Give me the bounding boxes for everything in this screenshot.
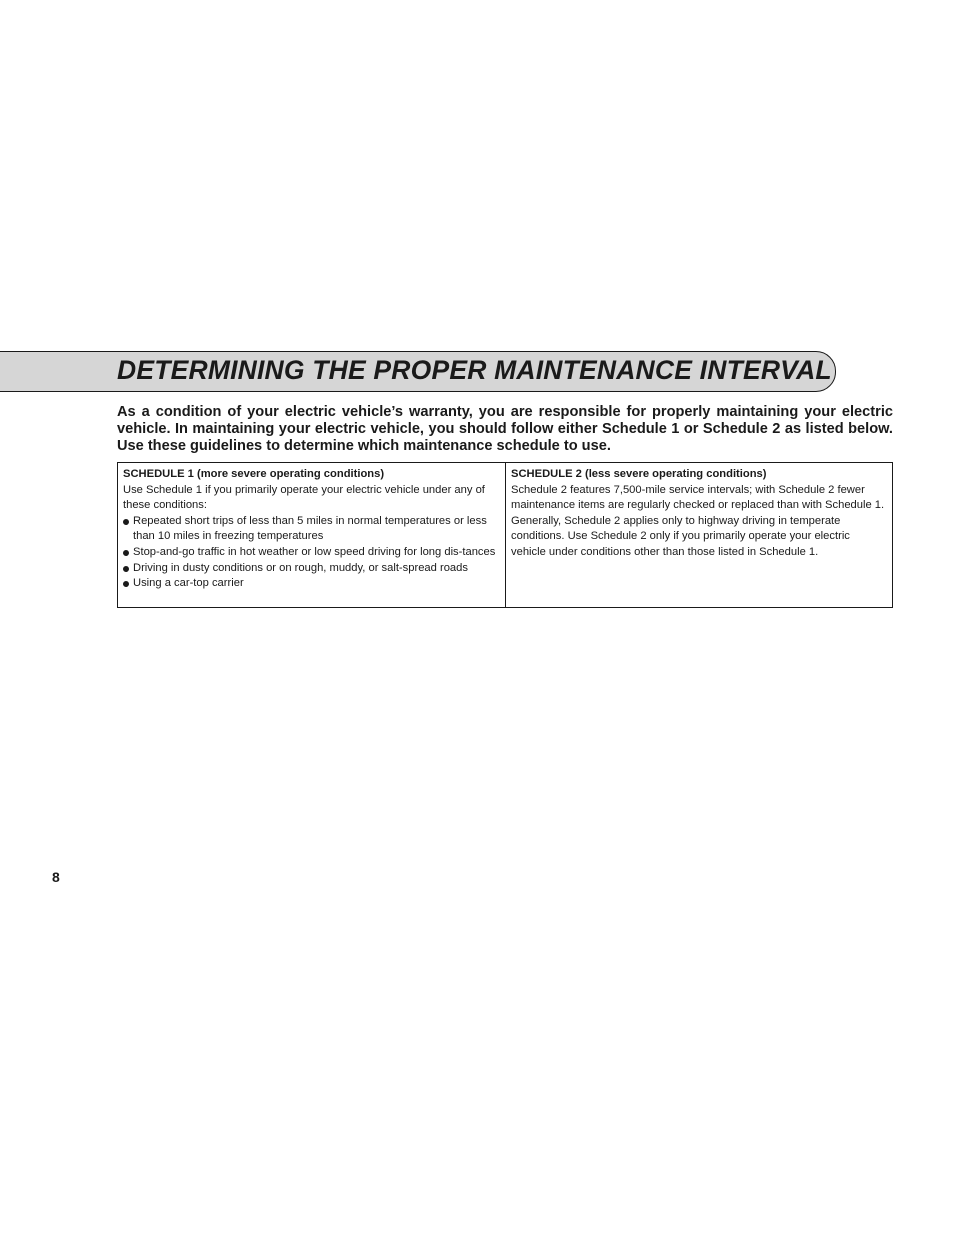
schedule-2-paragraph-2: Generally, Schedule 2 applies only to highway driving in temperate conditions. Use Schedule 2 only if you primarily operate your electric vehicle under conditions other than those listed in Schedule 1.: [511, 514, 850, 558]
bullet-icon: [123, 519, 129, 525]
page-number: 8: [52, 869, 60, 885]
list-item: [123, 545, 500, 561]
schedule-1-cell: [118, 463, 506, 607]
list-item: [123, 561, 500, 577]
section-title: DETERMINING THE PROPER MAINTENANCE INTERVAL: [117, 355, 832, 385]
list-item: [123, 514, 500, 545]
schedule-1-conditions-list: [123, 514, 500, 592]
schedule-table: [117, 462, 893, 608]
intro-paragraph: As a condition of your electric vehicle’s warranty, you are responsible for properly maintaining your electric vehicle. In maintaining your electric vehicle, you should follow either Schedule 1 or Schedule 2 as listed below. Use these guidelines to determine which maintenance schedule to use.: [117, 404, 893, 454]
bullet-icon: [123, 566, 129, 572]
list-item-text: Using a car-top carrier: [133, 577, 244, 590]
bullet-icon: [123, 550, 129, 556]
list-item-text: Repeated short trips of less than 5 miles in normal temperatures or less than 10 miles in freezing temperatures: [133, 514, 487, 543]
schedule-2-paragraph-1: Schedule 2 features 7,500-mile service intervals; with Schedule 2 fewer maintenance items are regularly checked or replaced than with Schedule 1.: [511, 483, 885, 512]
schedule-2-cell: [506, 463, 892, 607]
schedule-1-header: SCHEDULE 1 (more severe operating conditions): [123, 468, 385, 480]
list-item: [123, 576, 500, 592]
schedule-2-header: SCHEDULE 2 (less severe operating conditions): [511, 468, 767, 480]
list-item-text: Driving in dusty conditions or on rough, muddy, or salt-spread roads: [133, 561, 468, 574]
bullet-icon: [123, 581, 129, 587]
schedule-1-description: Use Schedule 1 if you primarily operate your electric vehicle under any of these conditions:: [123, 483, 485, 512]
list-item-text: Stop-and-go traffic in hot weather or low speed driving for long dis-tances: [133, 545, 496, 558]
